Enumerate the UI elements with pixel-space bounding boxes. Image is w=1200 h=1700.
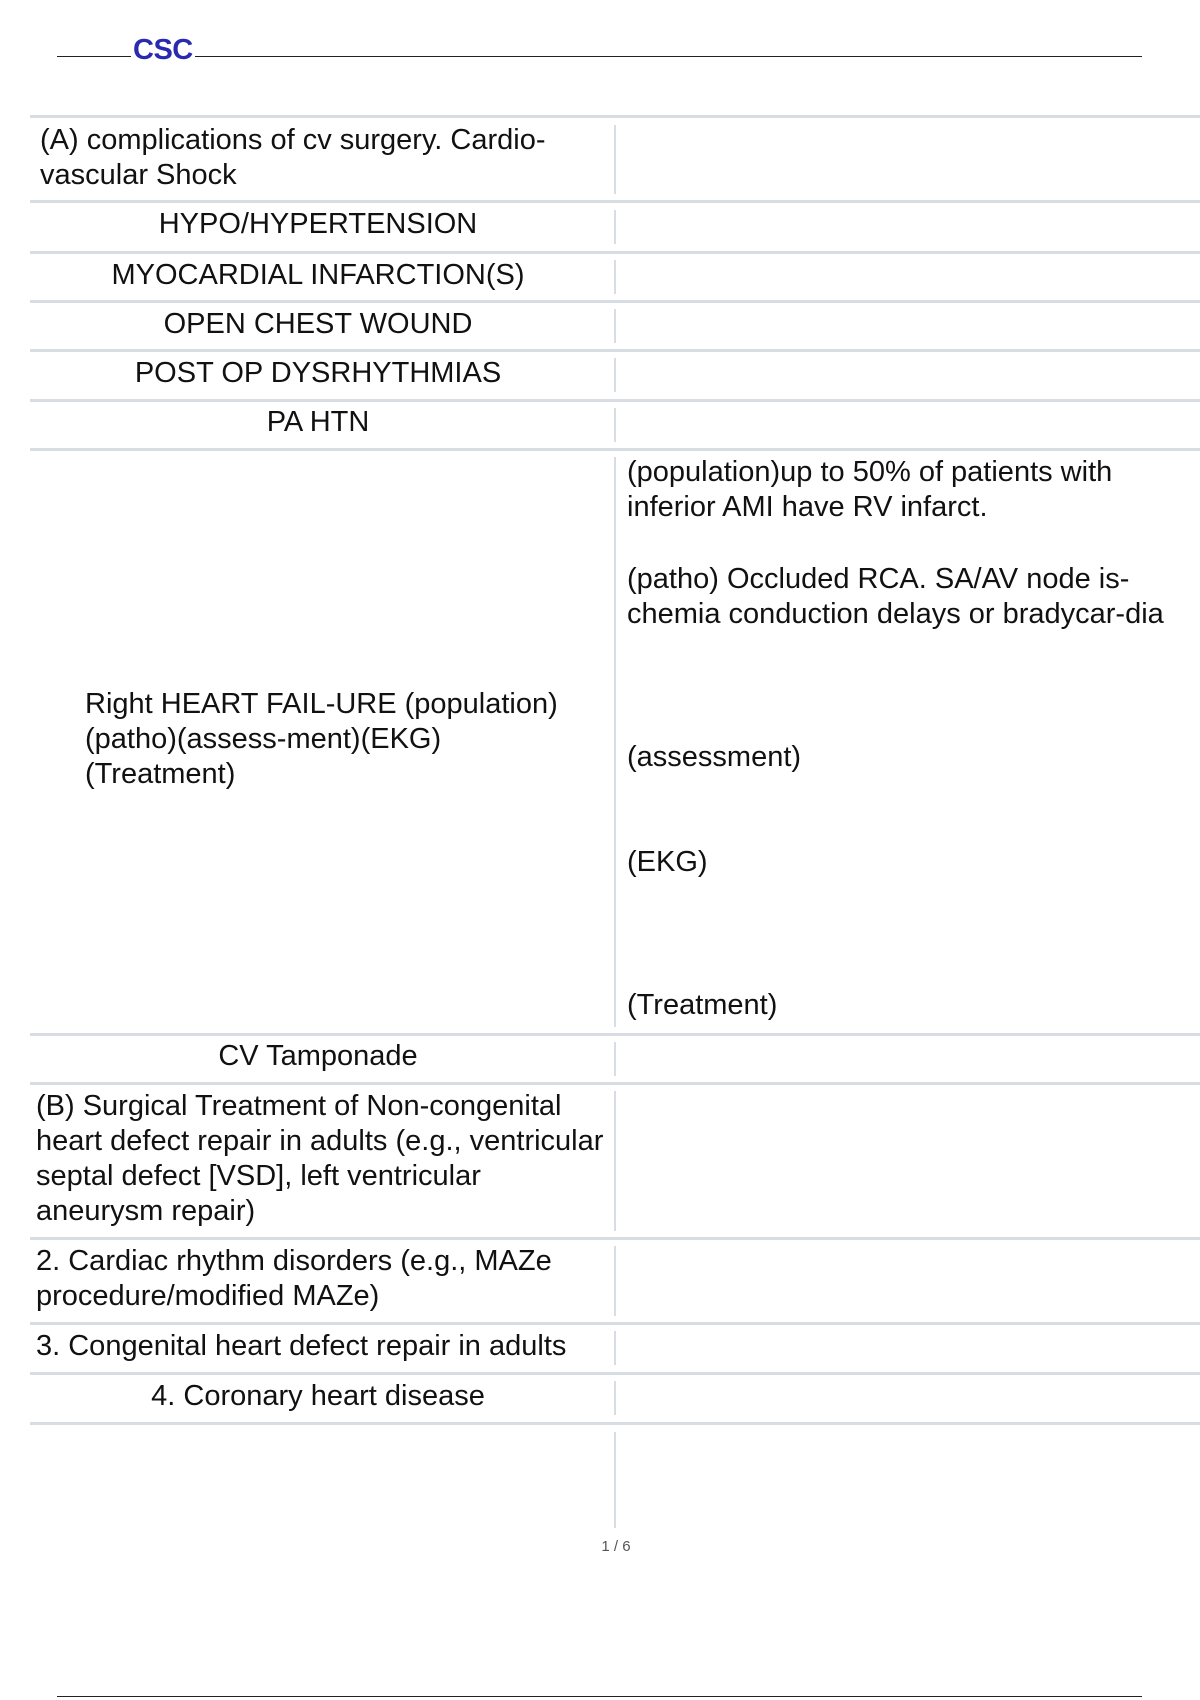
column-divider [614, 358, 616, 392]
card-definition [627, 988, 1192, 1023]
card-term: OPEN CHEST WOUND [163, 308, 473, 340]
definition-treatment: (Treatment) [627, 989, 778, 1021]
row-divider [30, 200, 1200, 203]
definition-ekg: (EKG) [627, 846, 708, 878]
card-term: HYPO/HYPERTENSION [158, 208, 478, 240]
card-term: 4. Coronary heart disease [151, 1380, 485, 1412]
column-divider [614, 309, 616, 343]
card-term: POST OP DYSRHYTHMIAS [134, 357, 502, 389]
card-term: (B) Surgical Treatment of Non-congenital heart defect repair in adults (e.g., ventricular septal defect [VSD], left ventricular aneurysm repair) [36, 1090, 604, 1227]
column-divider [614, 1381, 616, 1415]
row-divider [30, 1322, 1200, 1325]
definition-population: (population)up to 50% of patients with inferior AMI have RV infarct. [627, 456, 1113, 523]
row-divider [30, 115, 1200, 118]
row-divider [30, 1082, 1200, 1085]
row-divider [30, 349, 1200, 352]
card-term: CV Tamponade [218, 1040, 418, 1072]
card-term: 2. Cardiac rhythm disorders (e.g., MAZe procedure/modified MAZe) [36, 1245, 552, 1312]
page-number: 1 / 6 [601, 1538, 631, 1555]
column-divider [614, 408, 616, 442]
footer-rule [57, 1696, 1142, 1697]
column-divider [614, 125, 616, 194]
card-term: 3. Congenital heart defect repair in adults [36, 1330, 567, 1362]
definition-assessment: (assessment) [627, 741, 802, 773]
card-definition [627, 740, 1192, 775]
column-divider [614, 210, 616, 244]
row-divider [30, 251, 1200, 254]
card-definition [627, 455, 1192, 525]
card-term: MYOCARDIAL INFARCTION(S) [111, 259, 525, 291]
column-divider [614, 1042, 616, 1076]
row-divider [30, 1237, 1200, 1240]
csc-logo: CSC [133, 34, 193, 66]
row-divider [30, 399, 1200, 402]
card-term: PA HTN [266, 406, 370, 438]
card-definition [627, 845, 1192, 880]
row-divider [30, 1372, 1200, 1375]
row-divider [30, 1033, 1200, 1036]
card-term: (A) complications of cv surgery. Cardio-vascular Shock [40, 124, 546, 191]
column-divider [614, 260, 616, 294]
row-divider [30, 1422, 1200, 1425]
header-rule [57, 56, 1142, 57]
card-term: Right HEART FAIL-URE (population)(patho)(assess-ment)(EKG)(Treatment) [85, 688, 558, 790]
card-definition [627, 562, 1192, 632]
column-divider [614, 457, 616, 1027]
definition-patho: (patho) Occluded RCA. SA/AV node is-chemia conduction delays or bradycar-dia [627, 563, 1164, 630]
row-divider [30, 300, 1200, 303]
column-divider [614, 1432, 616, 1528]
row-divider [30, 448, 1200, 451]
